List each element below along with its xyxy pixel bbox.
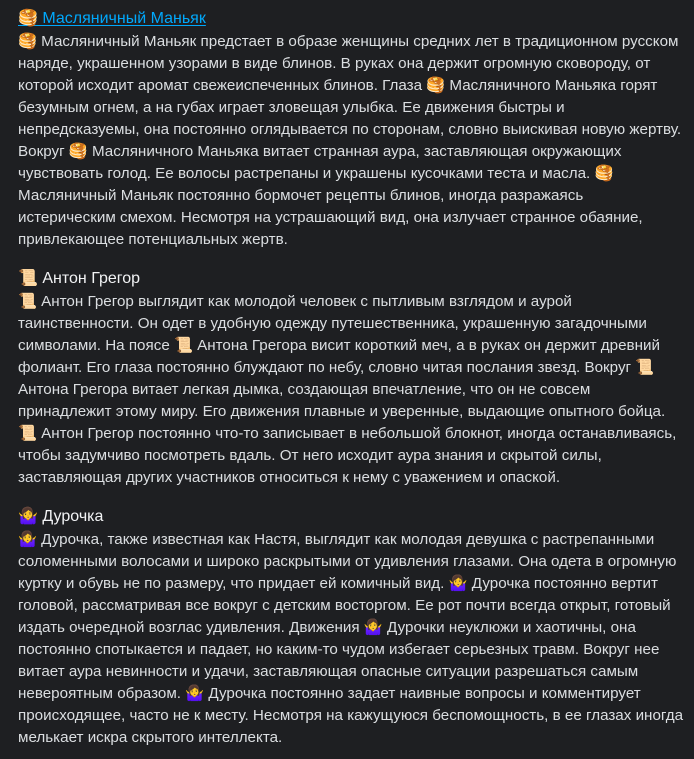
character-description: 🤷‍♀️ Дурочка, также известная как Настя, выглядит как молодая девушка с растрепанными соломенными волосами и широко раскрытыми от удивления глазами. Она одета в огромную куртку и обувь не по размеру, что придает ей комичный вид. 🤷‍♀️ Дурочка постоянно вертит головой, рассматривая все вокруг с детским восторгом. Ее рот почти всегда открыт, готовый издать очередной возглас удивления. Движения 🤷‍♀️ Дурочки неуклюжи и хаотичны, она постоянно спотыкается и падает, но каким-то чудом избегает серьезных травм. Вокруг нее витает аура невинности и удачи, заставляющая опасные ситуации разрешаться самым невероятным образом. 🤷‍♀️ Дурочка постоянно задает наивные вопросы и комментирует происходящее, часто не к месту. Несмотря на кажущуюся беспомощность, в ее глазах иногда мелькает искра скрытого интеллекта. <box>18 531 684 746</box>
character-entry-maslyanichny-manyak <box>18 8 684 251</box>
character-title-link[interactable]: 🥞 Масляничный Маньяк <box>18 10 206 27</box>
character-title: 🤷‍♀️ Дурочка <box>18 508 104 525</box>
character-entry-anton-gregor <box>18 268 684 489</box>
character-entry-durochka <box>18 506 684 749</box>
character-description: 📜 Антон Грегор выглядит как молодой человек с пытливым взглядом и аурой таинственности. Он одет в удобную одежду путешественника, украшенную загадочными символами. На поясе 📜 Антона Грегора висит короткий меч, а в руках он держит древний фолиант. Его глаза постоянно блуждают по небу, словно читая послания звезд. Вокруг 📜 Антона Грегора витает легкая дымка, создающая впечатление, что он не совсем принадлежит этому миру. Его движения плавные и уверенные, выдающие опытного бойца. 📜 Антон Грегор постоянно что-то записывает в небольшой блокнот, иногда останавливаясь, чтобы задумчиво посмотреть вдаль. От него исходит аура знания и скрытой силы, заставляющая других участников относиться к нему с уважением и опаской. <box>18 293 677 486</box>
character-title: 📜 Антон Грегор <box>18 270 141 287</box>
character-description: 🥞 Масляничный Маньяк предстает в образе женщины средних лет в традиционном русском наряде, украшенном узорами в виде блинов. В руках она держит огромную сковороду, от которой исходит аромат свежеиспеченных блинов. Глаза 🥞 Масляничного Маньяка горят безумным огнем, а на губах играет зловещая улыбка. Ее движения быстры и непредсказуемы, она постоянно оглядывается по сторонам, словно выискивая новую жертву. Вокруг 🥞 Масляничного Маньяка витает странная аура, заставляющая окружающих чувствовать голод. Ее волосы растрепаны и украшены кусочками теста и масла. 🥞 Масляничный Маньяк постоянно бормочет рецепты блинов, иногда разражаясь истерическим смехом. Несмотря на устрашающий вид, она излучает странное обаяние, привлекающее потенциальных жертв. <box>18 33 682 248</box>
